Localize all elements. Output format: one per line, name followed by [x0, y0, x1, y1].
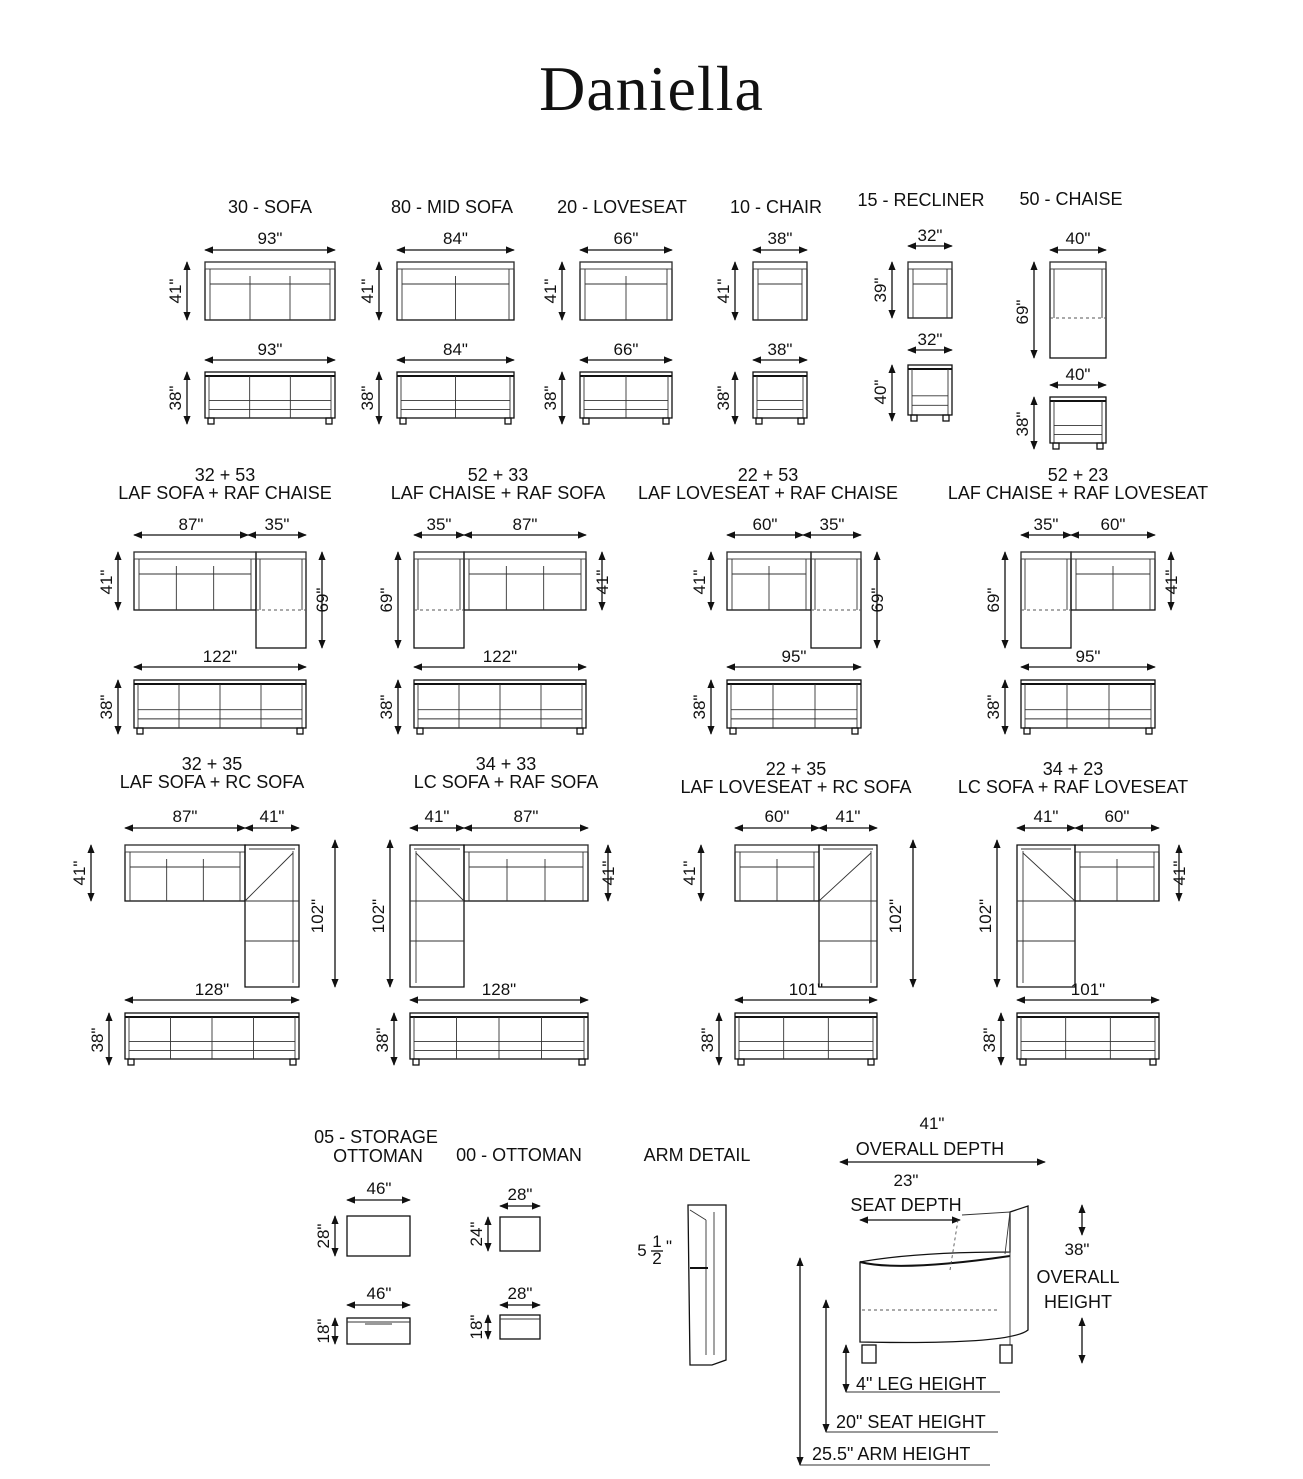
recliner-front-view: [908, 365, 952, 415]
front-leg: [862, 1345, 876, 1363]
leg: [911, 415, 917, 421]
sect1-1-sofa-top: [464, 552, 586, 610]
sect1-1-w2-dim: 87": [512, 515, 538, 534]
storage-depth-dim: 28": [314, 1223, 333, 1249]
sect2-1-corner-top: [410, 845, 464, 987]
storage-ottoman-top: [347, 1216, 410, 1256]
sect1-3-w1-dim: 35": [1033, 515, 1059, 534]
chaise-top-view: [1050, 262, 1106, 358]
ottoman-depth-dim: 24": [467, 1221, 486, 1247]
sect2-1-height-dim: 38": [373, 1027, 392, 1053]
sect1-1-name: LAF CHAISE + RAF SOFA: [390, 483, 606, 503]
leg: [1053, 443, 1059, 449]
sect1-3-depth-dim: 41": [1162, 569, 1181, 595]
loveseat-width-dim: 66": [613, 229, 639, 248]
chair-front-view: [753, 372, 807, 418]
overall-depth-label: OVERALL DEPTH: [855, 1139, 1005, 1159]
seat-depth-value: 23": [893, 1171, 919, 1190]
sect1-0-w1-dim: 87": [178, 515, 204, 534]
sect1-3-chaise-depth-dim: 69": [984, 587, 1003, 613]
sect1-3-height-dim: 38": [984, 694, 1003, 720]
back-rail: [1071, 552, 1155, 559]
back-rail: [580, 262, 672, 269]
side-profile-body: [860, 1206, 1028, 1343]
sect2-2-front-view: [735, 1013, 877, 1059]
sofa-top-view: [205, 262, 335, 320]
sect2-1-w2-dim: 87": [513, 807, 539, 826]
sect2-3-total-dim: 101": [1070, 980, 1106, 999]
chair-width2-dim: 38": [767, 340, 793, 359]
sect1-0-w2-dim: 35": [264, 515, 290, 534]
sect1-0-code: 32 + 53: [194, 465, 256, 485]
back-rail: [1075, 845, 1159, 852]
sect1-0-sofa-top: [134, 552, 256, 610]
leg: [756, 418, 762, 424]
sect2-1-depth-dim: 41": [599, 860, 618, 886]
storage-width-dim: 46": [366, 1179, 392, 1198]
sect1-1-chaise-top: [414, 552, 464, 648]
sect1-3-w2-dim: 60": [1100, 515, 1126, 534]
sect1-2-name: LAF LOVESEAT + RAF CHAISE: [638, 483, 898, 503]
leg: [208, 418, 214, 424]
sofa-width-dim: 93": [257, 229, 283, 248]
sect2-1-w1-dim: 41": [424, 807, 450, 826]
chair-height-dim: 38": [714, 385, 733, 411]
leg: [798, 418, 804, 424]
sect2-0-w1-dim: 87": [172, 807, 198, 826]
leg: [730, 728, 736, 734]
leg: [577, 728, 583, 734]
leg: [290, 1059, 296, 1065]
mid_sofa-height-dim: 38": [358, 385, 377, 411]
sect1-0-height-dim: 38": [97, 694, 116, 720]
sect1-1-depth-dim: 41": [593, 569, 612, 595]
sect2-1-total-dim: 128": [481, 980, 517, 999]
sect2-3-code: 34 + 23: [1042, 759, 1104, 779]
back-rail: [205, 262, 335, 269]
sect1-3-code: 52 + 23: [1047, 465, 1109, 485]
back-rail: [134, 552, 256, 559]
overall-depth-value: 41": [919, 1114, 945, 1133]
chair-label: 10 - CHAIR: [729, 197, 823, 217]
back-leg: [1000, 1345, 1012, 1363]
chaise-height-dim: 38": [1013, 411, 1032, 437]
arm-width-den: 2: [652, 1249, 662, 1268]
sect1-3-name: LAF CHAISE + RAF LOVESEAT: [947, 483, 1209, 503]
back-cushion: [962, 1212, 1010, 1254]
overall-height-label-2: HEIGHT: [1043, 1292, 1113, 1312]
chair-depth-dim: 41": [714, 278, 733, 304]
leg: [579, 1059, 585, 1065]
sect1-2-chaise-depth-dim: 69": [868, 587, 887, 613]
storage-height-dim: 18": [314, 1318, 333, 1344]
arm-detail-label: ARM DETAIL: [643, 1145, 751, 1165]
leg: [413, 1059, 419, 1065]
leg: [128, 1059, 134, 1065]
sofa-label: 30 - SOFA: [227, 197, 313, 217]
sofa-width2-dim: 93": [257, 340, 283, 359]
leg: [868, 1059, 874, 1065]
arm-width-whole: 5: [637, 1241, 647, 1260]
back-rail: [727, 552, 811, 559]
recliner-height-dim: 40": [871, 379, 890, 405]
sect1-2-chaise-top: [811, 552, 861, 648]
chaise-width-dim: 40": [1065, 229, 1091, 248]
sect1-0-name: LAF SOFA + RAF CHAISE: [118, 483, 332, 503]
sect1-2-total-dim: 95": [781, 647, 807, 666]
sect2-0-depth-dim: 41": [70, 860, 89, 886]
leg-height-label: 4" LEG HEIGHT: [856, 1374, 987, 1394]
sect1-0-depth-dim: 41": [97, 569, 116, 595]
back-rail: [125, 845, 245, 852]
leg: [1146, 728, 1152, 734]
overall-height-value: 38": [1064, 1240, 1090, 1259]
overall-height-label-1: OVERALL: [1036, 1267, 1120, 1287]
sect2-2-total-dim: 101": [788, 980, 824, 999]
sect2-0-long-depth-dim: 102": [308, 898, 327, 934]
sect2-3-depth-dim: 41": [1170, 860, 1189, 886]
sect2-0-corner-top: [245, 845, 299, 987]
sect1-1-code: 52 + 33: [467, 465, 529, 485]
storage-ottoman-label-2: OTTOMAN: [333, 1146, 423, 1166]
back-rail: [464, 552, 586, 559]
sect1-3-front-view: [1021, 680, 1155, 728]
sect1-2-w1-dim: 60": [752, 515, 778, 534]
sect2-3-corner-top: [1017, 845, 1075, 987]
sect2-2-w1-dim: 60": [764, 807, 790, 826]
sect2-2-code: 22 + 35: [765, 759, 827, 779]
loveseat-label: 20 - LOVESEAT: [557, 197, 687, 217]
sect2-0-w2-dim: 41": [259, 807, 285, 826]
arm-height-label: 25.5" ARM HEIGHT: [812, 1444, 971, 1464]
chaise-depth-dim: 69": [1013, 299, 1032, 325]
sect1-1-height-dim: 38": [377, 694, 396, 720]
storage-ottoman-label-1: 05 - STORAGE: [314, 1127, 438, 1147]
sect2-1-name: LC SOFA + RAF SOFA: [413, 772, 599, 792]
mid_sofa-depth-dim: 41": [358, 278, 377, 304]
sect1-0-chaise-depth-dim: 69": [313, 587, 332, 613]
leg: [852, 728, 858, 734]
sect2-3-w1-dim: 41": [1033, 807, 1059, 826]
leg: [297, 728, 303, 734]
sect1-0-chaise-top: [256, 552, 306, 648]
mid_sofa-width2-dim: 84": [443, 340, 468, 359]
leg: [1097, 443, 1103, 449]
sect2-1-code: 34 + 33: [475, 754, 537, 774]
sofa-height-dim: 38": [166, 385, 185, 411]
leg: [417, 728, 423, 734]
seat-cushion-line: [860, 1256, 1010, 1266]
back-rail: [753, 262, 807, 269]
leg: [505, 418, 511, 424]
sect2-3-height-dim: 38": [980, 1027, 999, 1053]
sect2-1-long-depth-dim: 102": [369, 898, 388, 934]
back-rail: [397, 262, 514, 269]
recliner-label: 15 - RECLINER: [857, 190, 985, 210]
recliner-top-view: [908, 262, 952, 318]
leg: [1020, 1059, 1026, 1065]
sect2-2-name: LAF LOVESEAT + RC SOFA: [680, 777, 912, 797]
leg: [1024, 728, 1030, 734]
sect1-2-code: 22 + 53: [737, 465, 799, 485]
chaise-width2-dim: 40": [1065, 365, 1091, 384]
sect1-1-chaise-depth-dim: 69": [377, 587, 396, 613]
recliner-width-dim: 32": [917, 226, 943, 245]
back-rail: [735, 845, 819, 852]
arm-width-unit: ": [665, 1237, 673, 1256]
sect2-0-height-dim: 38": [88, 1027, 107, 1053]
chaise-front-view: [1050, 397, 1106, 443]
ottoman-top: [500, 1217, 540, 1251]
sofa-depth-dim: 41": [166, 278, 185, 304]
page-title: Daniella: [539, 53, 764, 124]
sect2-2-long-depth-dim: 102": [886, 898, 905, 934]
leg: [663, 418, 669, 424]
ottoman-width-dim: 28": [507, 1185, 533, 1204]
sect2-2-w2-dim: 41": [835, 807, 861, 826]
back-rail: [464, 845, 588, 852]
sect2-1-sofa-top: [464, 845, 588, 901]
sect2-3-w2-dim: 60": [1104, 807, 1130, 826]
leg: [738, 1059, 744, 1065]
sect1-2-w2-dim: 35": [819, 515, 845, 534]
mid_sofa-label: 80 - MID SOFA: [390, 197, 514, 217]
sect1-2-height-dim: 38": [690, 694, 709, 720]
sect2-3-name: LC SOFA + RAF LOVESEAT: [957, 777, 1189, 797]
seat-height-label: 20" SEAT HEIGHT: [836, 1412, 986, 1432]
storage-width2-dim: 46": [366, 1284, 392, 1303]
ottoman-width2-dim: 28": [507, 1284, 533, 1303]
recliner-depth-dim: 39": [871, 277, 890, 303]
sect1-2-depth-dim: 41": [690, 569, 709, 595]
sect1-2-front-view: [727, 680, 861, 728]
back-rail: [908, 262, 952, 269]
sect2-3-long-depth-dim: 102": [976, 898, 995, 934]
leg: [400, 418, 406, 424]
sect1-3-chaise-top: [1021, 552, 1071, 648]
sect2-2-corner-top: [819, 845, 877, 987]
sect2-0-sofa-top: [125, 845, 245, 901]
sect2-0-name: LAF SOFA + RC SOFA: [119, 772, 305, 792]
sect1-1-total-dim: 122": [482, 647, 518, 666]
recliner-width2-dim: 32": [917, 330, 943, 349]
sect2-2-depth-dim: 41": [680, 860, 699, 886]
seat-depth-label: SEAT DEPTH: [850, 1195, 962, 1215]
loveseat-depth-dim: 41": [541, 278, 560, 304]
leg: [326, 418, 332, 424]
loveseat-width2-dim: 66": [613, 340, 639, 359]
chair-top-view: [753, 262, 807, 320]
mid_sofa-width-dim: 84": [443, 229, 468, 248]
sect1-3-total-dim: 95": [1075, 647, 1101, 666]
leg: [943, 415, 949, 421]
sect1-0-total-dim: 122": [202, 647, 238, 666]
ottoman-label: 00 - OTTOMAN: [456, 1145, 582, 1165]
sect1-1-w1-dim: 35": [426, 515, 452, 534]
arm-detail-profile: [688, 1205, 726, 1365]
sect2-0-code: 32 + 35: [181, 754, 243, 774]
sect2-3-front-view: [1017, 1013, 1159, 1059]
ottoman-height-dim: 18": [467, 1314, 486, 1340]
arm-width-num: 1: [652, 1232, 662, 1251]
sect2-2-height-dim: 38": [698, 1027, 717, 1053]
chair-width-dim: 38": [767, 229, 793, 248]
leg: [1150, 1059, 1156, 1065]
sect2-0-total-dim: 128": [194, 980, 230, 999]
leg: [583, 418, 589, 424]
leg: [137, 728, 143, 734]
chaise-label: 50 - CHAISE: [1019, 189, 1123, 209]
loveseat-height-dim: 38": [541, 385, 560, 411]
sofa-front-view: [205, 372, 335, 418]
